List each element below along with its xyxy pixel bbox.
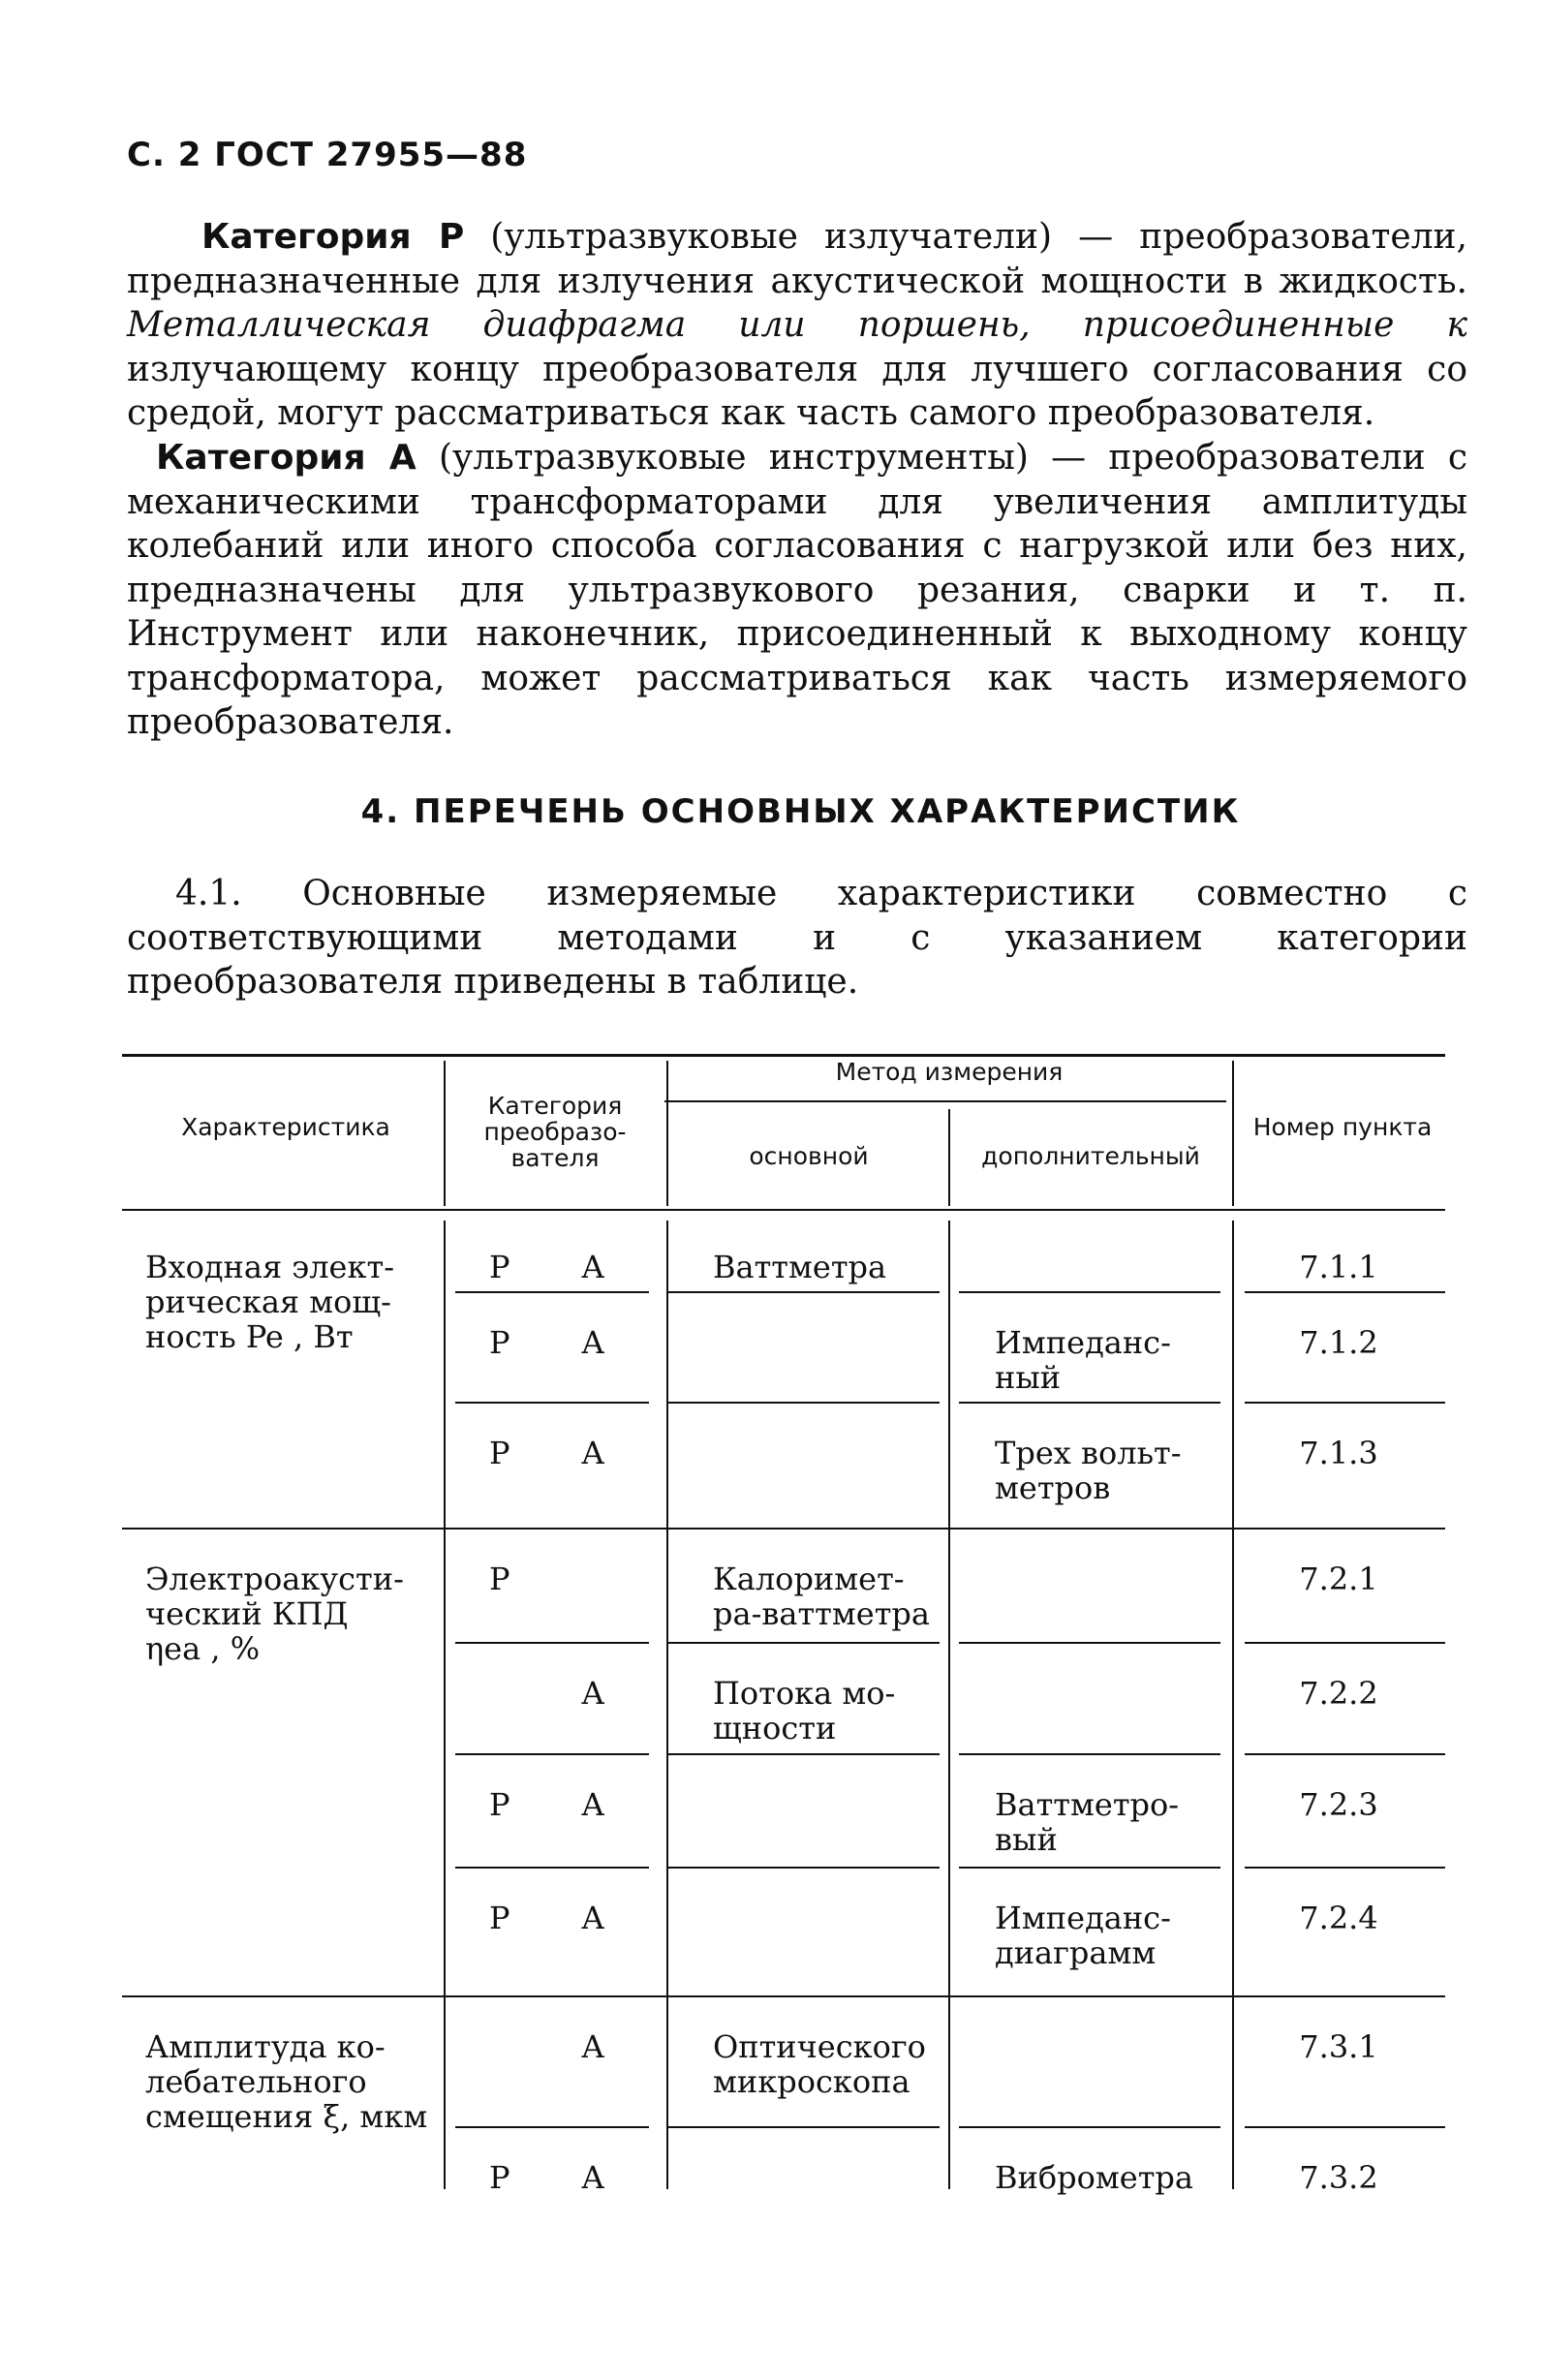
header-category: Категория преобразо- вателя [483, 1092, 627, 1172]
row-separator [455, 1753, 649, 1755]
category-p-cell: Р [489, 1435, 510, 1471]
row-separator [1245, 1867, 1445, 1869]
row-separator [668, 2126, 940, 2128]
basic-method-cell: Ваттметра [713, 1249, 887, 1285]
section-title: 4. ПЕРЕЧЕНЬ ОСНОВНЫХ ХАРАКТЕРИСТИК [360, 792, 1241, 831]
row-separator [455, 1291, 649, 1293]
category-a-cell: А [581, 1786, 605, 1823]
category-p-cell: Р [489, 2159, 510, 2196]
body-column-divider [444, 1221, 446, 2189]
paragraph-italic-text: Металлическая диафрагма или поршень, присоединенные к [127, 305, 1467, 345]
item-number-cell: 7.1.2 [1299, 1324, 1378, 1361]
paragraph-text: излучающему концу преобразователя для лучшего согласования со средой, могут рассматриваться как часть самого преобразователя. [127, 349, 1467, 433]
row-separator [668, 1867, 940, 1869]
row-separator [668, 1402, 940, 1404]
category-p-cell: Р [489, 1324, 510, 1361]
body-column-divider [1232, 1221, 1234, 2189]
row-separator [959, 1291, 1220, 1293]
row-separator [959, 1867, 1220, 1869]
body-column-divider [666, 1221, 668, 2189]
item-number-cell: 7.2.4 [1299, 1900, 1378, 1936]
category-a-cell: А [581, 1435, 605, 1471]
category-p-cell: Р [489, 1561, 510, 1597]
additional-method-cell: Ваттметро- вый [995, 1786, 1180, 1858]
item-number-cell: 7.1.1 [1299, 1249, 1378, 1285]
category-p-cell: Р [489, 1900, 510, 1936]
group-separator [122, 1995, 1445, 1997]
row-separator [455, 1642, 649, 1644]
table-header-rule [122, 1209, 1445, 1211]
item-number-cell: 7.1.3 [1299, 1435, 1378, 1471]
row-separator [1245, 2126, 1445, 2128]
header-column-divider [444, 1061, 446, 1206]
category-a-cell: А [581, 2159, 605, 2196]
paragraph-category-p [127, 215, 1467, 436]
row-separator [455, 2126, 649, 2128]
row-separator [959, 1753, 1220, 1755]
category-a-cell: А [581, 1675, 605, 1712]
header-method: Метод измерения [835, 1058, 1064, 1086]
item-number-cell: 7.3.1 [1299, 2028, 1378, 2065]
header-item-number: Номер пункта [1252, 1113, 1433, 1141]
header-column-divider [1232, 1061, 1234, 1206]
header-basic: основной [749, 1142, 869, 1170]
body-column-divider [948, 1221, 950, 2189]
header-characteristic: Характеристика [181, 1113, 390, 1141]
category-a-cell: А [581, 1249, 605, 1285]
row-separator [455, 1402, 649, 1404]
characteristic-label: Амплитуда ко- лебательного смещения ξ, мкм [145, 2028, 428, 2135]
category-a-cell: А [581, 1324, 605, 1361]
paragraph-text: (ультразвуковые излучатели) — преобразователи, предназначенные для излучения акустической мощности в жидкость. [127, 217, 1467, 301]
row-separator [959, 1402, 1220, 1404]
page-header: С. 2 ГОСТ 27955—88 [127, 136, 528, 174]
item-number-cell: 7.2.2 [1299, 1675, 1378, 1712]
paragraph-category-a [127, 436, 1467, 745]
category-a-cell: А [581, 1900, 605, 1936]
group-separator [122, 1528, 1445, 1530]
item-number-cell: 7.2.1 [1299, 1561, 1378, 1597]
paragraph-text: (ультразвуковые инструменты) — преобразователи с механическими трансформаторами для увеличения амплитуды колебаний или иного способа согласования с нагрузкой или без них, предназначены для ультразвукового резания, сварки и т. п. Инструмент или наконечник, присоединенный к выходному концу трансформатора, может рассматриваться как часть измеряемого преобразователя. [127, 438, 1468, 742]
basic-method-cell: Потока мо- щности [713, 1675, 896, 1746]
row-separator [1245, 1642, 1445, 1644]
row-separator [668, 1291, 940, 1293]
characteristic-label: Электроакусти- ческий КПД ηea , % [145, 1561, 404, 1667]
method-header-rule [664, 1100, 1226, 1102]
additional-method-cell: Виброметра [995, 2159, 1193, 2196]
additional-method-cell: Импеданс- ный [995, 1324, 1171, 1396]
row-separator [959, 1642, 1220, 1644]
paragraph-intro: 4.1. Основные измеряемые характеристики совместно с соответствующими методами и с указанием категории преобразователя приведены в таблице. [127, 874, 1467, 1002]
term-category-a: Категория А [156, 438, 417, 478]
row-separator [1245, 1291, 1445, 1293]
row-separator [959, 2126, 1220, 2128]
category-p-cell: Р [489, 1249, 510, 1285]
basic-method-cell: Калоримет- ра-ваттметра [713, 1561, 930, 1632]
item-number-cell: 7.3.2 [1299, 2159, 1378, 2196]
term-category-p: Категория Р [201, 217, 465, 257]
basic-method-cell: Оптического микроскопа [713, 2028, 926, 2100]
category-a-cell: А [581, 2028, 605, 2065]
table-top-rule [122, 1054, 1445, 1057]
additional-method-cell: Импеданс- диаграмм [995, 1900, 1171, 1971]
row-separator [455, 1867, 649, 1869]
row-separator [1245, 1753, 1445, 1755]
item-number-cell: 7.2.3 [1299, 1786, 1378, 1823]
characteristic-label: Входная элект- рическая мощ- ность Pe , Вт [145, 1249, 394, 1355]
row-separator [668, 1753, 940, 1755]
row-separator [1245, 1402, 1445, 1404]
header-additional: дополнительный [981, 1142, 1200, 1170]
category-p-cell: Р [489, 1786, 510, 1823]
additional-method-cell: Трех вольт- метров [995, 1435, 1182, 1506]
row-separator [668, 1642, 940, 1644]
